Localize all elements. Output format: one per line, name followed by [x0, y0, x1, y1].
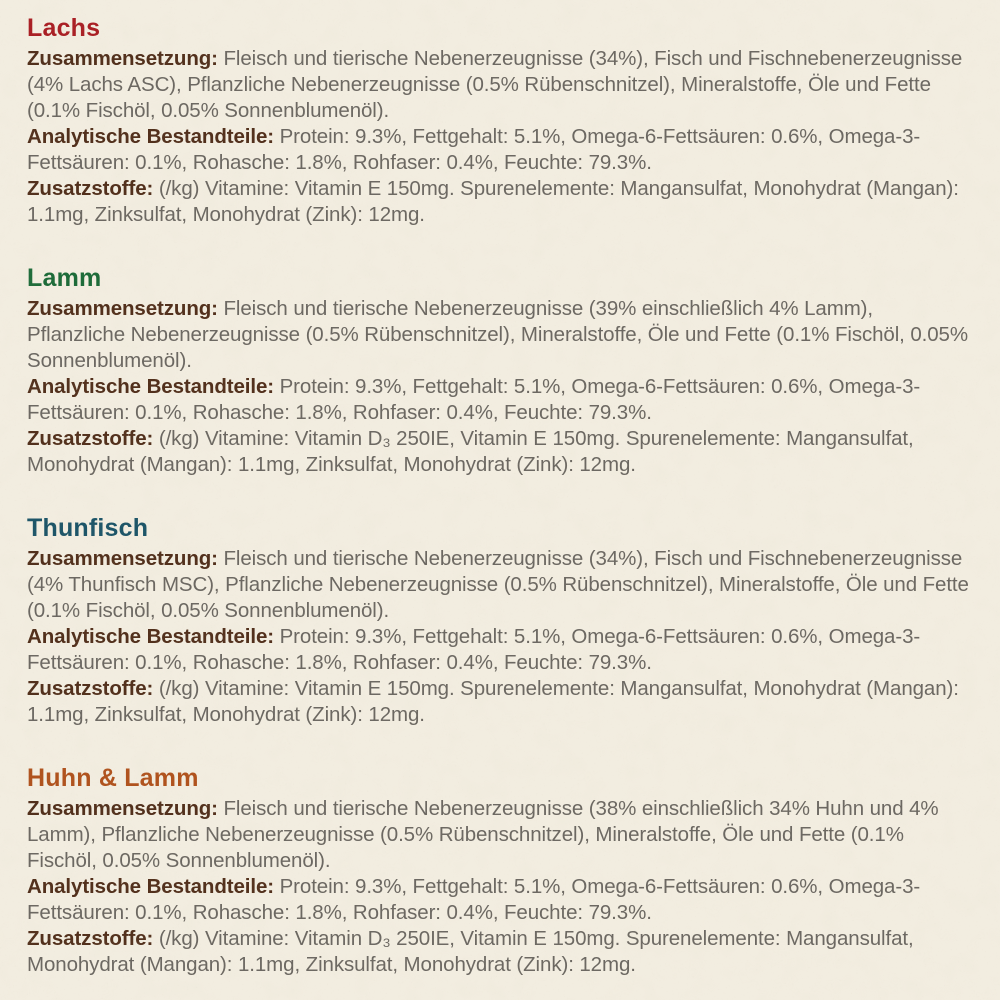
paragraph-zusatzstoffe [27, 176, 972, 228]
paragraph-zusammensetzung [27, 46, 972, 124]
paragraph-label: Analytische Bestandteile: [27, 125, 274, 148]
paragraph-zusammensetzung [27, 546, 972, 624]
section-paragraphs [27, 46, 972, 228]
paragraph-analytische-bestandteile [27, 624, 972, 676]
paragraph-label: Zusammensetzung: [27, 797, 218, 820]
paragraph-label: Analytische Bestandteile: [27, 875, 274, 898]
section-heading-huhn-lamm: Huhn & Lamm [27, 764, 199, 792]
section-paragraphs [27, 296, 972, 478]
paragraph-label: Zusatzstoffe: [27, 927, 154, 950]
paragraph-text: Protein: 9.3%, Fettgehalt: 5.1%, Omega-6-Fettsäuren: 0.6%, Omega-3-Fettsäuren: 0.1%, Rohasche: 1.8%, Rohfaser: 0.4%, Feuchte: 79.3%. [27, 375, 921, 424]
product-section-lamm [27, 263, 972, 478]
paragraph-text: Fleisch und tierische Nebenerzeugnisse (34%), Fisch und Fischnebenerzeugnisse (4% Thunfisch MSC), Pflanzliche Nebenerzeugnisse (0.5% Rübenschnitzel), Mineralstoffe, Öle und Fette (0.1% Fischöl, 0.05% Sonnenblumenöl). [27, 547, 969, 622]
paragraph-text: Protein: 9.3%, Fettgehalt: 5.1%, Omega-6-Fettsäuren: 0.6%, Omega-3-Fettsäuren: 0.1%, Rohasche: 1.8%, Rohfaser: 0.4%, Feuchte: 79.3%. [27, 875, 921, 924]
paragraph-text: Protein: 9.3%, Fettgehalt: 5.1%, Omega-6-Fettsäuren: 0.6%, Omega-3-Fettsäuren: 0.1%, Rohasche: 1.8%, Rohfaser: 0.4%, Feuchte: 79.3%. [27, 125, 921, 174]
paragraph-text: (/kg) Vitamine: Vitamin D₃ 250IE, Vitamin E 150mg. Spurenelemente: Mangansulfat, Monohydrat (Mangan): 1.1mg, Zinksulfat, Monohydrat (Zink): 12mg. [27, 427, 914, 476]
paragraph-label: Analytische Bestandteile: [27, 625, 274, 648]
paragraph-analytische-bestandteile [27, 124, 972, 176]
product-section-thunfisch [27, 513, 972, 728]
section-heading-lachs: Lachs [27, 14, 101, 42]
paragraph-text: (/kg) Vitamine: Vitamin D₃ 250IE, Vitamin E 150mg. Spurenelemente: Mangansulfat, Monohydrat (Mangan): 1.1mg, Zinksulfat, Monohydrat (Zink): 12mg. [27, 927, 914, 976]
paragraph-analytische-bestandteile [27, 374, 972, 426]
paragraph-analytische-bestandteile [27, 874, 972, 926]
section-heading-lamm: Lamm [27, 264, 102, 292]
paragraph-text: (/kg) Vitamine: Vitamin E 150mg. Spurenelemente: Mangansulfat, Monohydrat (Mangan): 1.1mg, Zinksulfat, Monohydrat (Zink): 12mg. [27, 677, 959, 726]
paragraph-label: Zusammensetzung: [27, 297, 218, 320]
paragraph-text: (/kg) Vitamine: Vitamin E 150mg. Spurenelemente: Mangansulfat, Monohydrat (Mangan): 1.1mg, Zinksulfat, Monohydrat (Zink): 12mg. [27, 177, 959, 226]
paragraph-label: Zusatzstoffe: [27, 427, 154, 450]
section-heading-thunfisch: Thunfisch [27, 514, 149, 542]
paragraph-label: Zusatzstoffe: [27, 177, 154, 200]
paragraph-zusatzstoffe [27, 426, 972, 478]
paragraph-zusatzstoffe [27, 926, 972, 978]
section-paragraphs [27, 796, 972, 978]
paragraph-label: Analytische Bestandteile: [27, 375, 274, 398]
paragraph-zusammensetzung [27, 796, 972, 874]
product-section-lachs [27, 13, 972, 228]
paragraph-text: Fleisch und tierische Nebenerzeugnisse (38% einschließlich 34% Huhn und 4% Lamm), Pflanzliche Nebenerzeugnisse (0.5% Rübenschnitzel), Mineralstoffe, Öle und Fette (0.1% Fischöl, 0.05% Sonnenblumenöl). [27, 797, 939, 872]
paragraph-zusammensetzung [27, 296, 972, 374]
paragraph-text: Fleisch und tierische Nebenerzeugnisse (34%), Fisch und Fischnebenerzeugnisse (4% Lachs ASC), Pflanzliche Nebenerzeugnisse (0.5% Rübenschnitzel), Mineralstoffe, Öle und Fette (0.1% Fischöl, 0.05% Sonnenblumenöl). [27, 47, 963, 122]
paragraph-label: Zusatzstoffe: [27, 677, 154, 700]
paragraph-text: Fleisch und tierische Nebenerzeugnisse (39% einschließlich 4% Lamm), Pflanzliche Nebenerzeugnisse (0.5% Rübenschnitzel), Mineralstoffe, Öle und Fette (0.1% Fischöl, 0.05% Sonnenblumenöl). [27, 297, 968, 372]
paragraph-text: Protein: 9.3%, Fettgehalt: 5.1%, Omega-6-Fettsäuren: 0.6%, Omega-3-Fettsäuren: 0.1%, Rohasche: 1.8%, Rohfaser: 0.4%, Feuchte: 79.3%. [27, 625, 921, 674]
paragraph-label: Zusammensetzung: [27, 47, 218, 70]
paragraph-label: Zusammensetzung: [27, 547, 218, 570]
paragraph-zusatzstoffe [27, 676, 972, 728]
product-section-huhn-lamm [27, 763, 972, 978]
section-paragraphs [27, 546, 972, 728]
